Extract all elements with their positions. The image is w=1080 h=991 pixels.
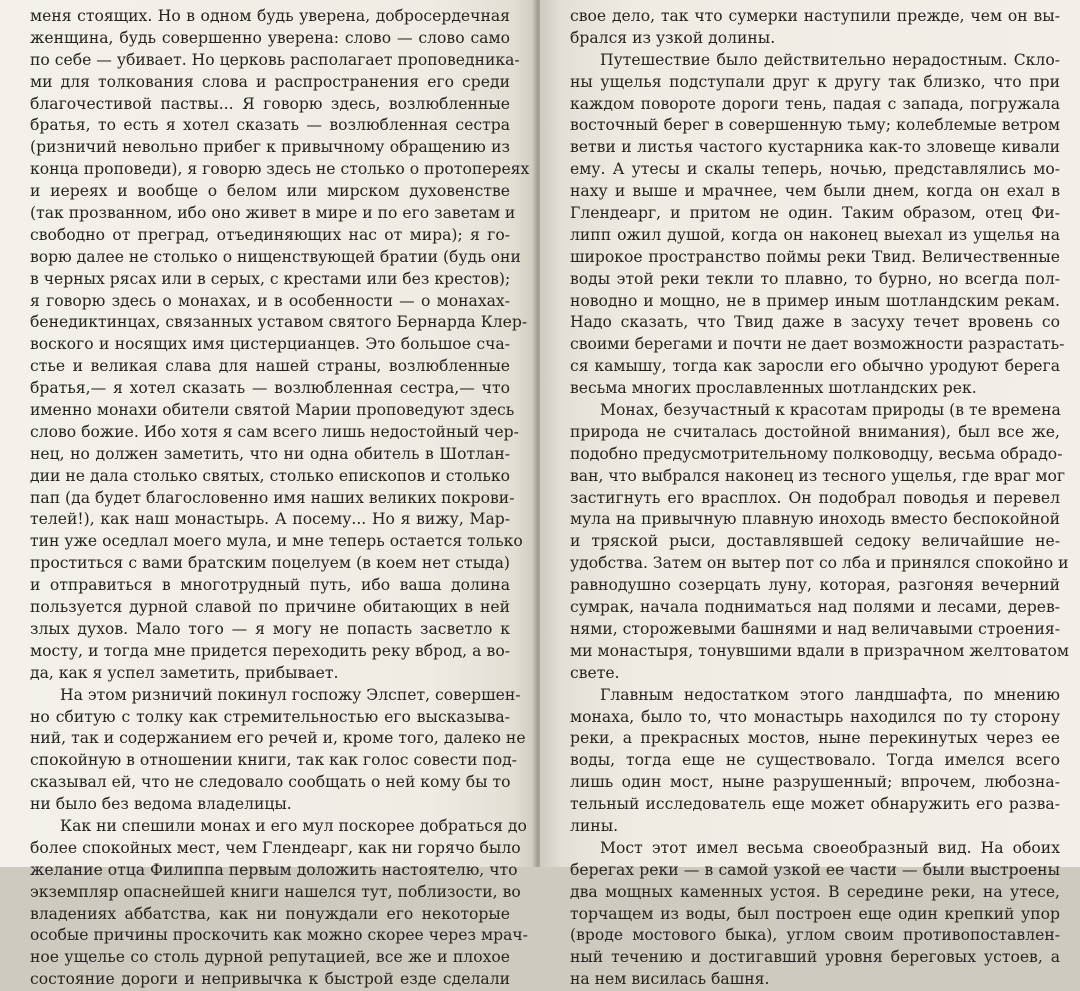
text-line: стье и великая слава для нашей страны, возлюбленные <box>30 357 510 376</box>
text-line: ми для толкования слова и распространения его среди <box>30 72 510 91</box>
left-page <box>0 0 536 989</box>
text-line: сумрак, начала подниматься над полями и лесами, дерев- <box>570 598 1060 617</box>
text-line: по себе — убивает. Но церковь располагает проповедника- <box>30 50 520 69</box>
text-line: торчащем из воды, был построен еще один крепкий упор <box>570 904 1060 923</box>
text-line: братья,— я хотел сказать — возлюбленная сестра,— что <box>30 379 510 398</box>
text-line: тельный исследователь еще может обнаружить его развa- <box>570 795 1060 814</box>
text-line: мула на привычную плавную иноходь вместо беспокойной <box>570 510 1060 529</box>
text-line: сказывал ей, что не следовало сообщать о ней кому бы то <box>30 773 511 792</box>
text-line: ван, что выбрался наконец из тесного ущелья, где враг мог <box>570 466 1066 485</box>
text-line: берегах реки — в самой узкой ее части — были выстроены <box>570 860 1060 879</box>
text-line: широкое пространство поймы реки Твид. Величественные <box>570 247 1060 266</box>
text-line: равнодушно созерцать луну, которая, разгоняя вечерний <box>570 576 1060 595</box>
text-line: Глендеарг, и притом не один. Таким образом, отец Фи- <box>570 204 1060 223</box>
text-line: весьма многих прославленных шотландских рек. <box>570 379 977 398</box>
text-line: ся камышу, тогда как заросли его обычно уродуют берега <box>570 357 1060 376</box>
text-line: Монах, безучастный к красотам природы (в те времена <box>600 401 1061 420</box>
text-line: телей!), как наш монастырь. А посему... Но я вижу, Мар- <box>30 510 510 529</box>
text-line: особые причины проскочить как можно скорее через мрач- <box>30 926 528 945</box>
text-line: состояние дороги и непривычка к быстрой езде сделали <box>30 970 510 989</box>
text-line: ний, так и содержанием его речей и, кроме того, далеко не <box>30 729 526 748</box>
text-line: благочестивой паствы... Я говорю здесь, возлюбленные <box>30 94 510 113</box>
text-line: ное ущелье со столь дурной репутацией, все же и плохое <box>30 948 510 967</box>
text-line: меня стоящих. Но в одном будь уверена, добросердечная <box>30 7 510 25</box>
text-line: новодно и мощно, не в пример иным шотландским рекам. <box>570 291 1060 310</box>
text-line: ми монастыря, тонувшими вдали в призрачном желтоватом <box>570 641 1070 660</box>
text-line: ему. А утесы и скалы теперь, ночью, представлялись мо- <box>570 160 1060 179</box>
text-line: ни было без ведома владелицы. <box>30 795 292 814</box>
text-line: На этом ризничий покинул госпожу Элспет, совершен- <box>60 685 521 704</box>
text-line: ный течению и достигавший уровня береговых устоев, а <box>570 948 1060 967</box>
text-line: конца проповеди), я говорю здесь не столько о протопереях <box>30 160 530 179</box>
text-line: владениях аббатства, как ни понуждали его некоторые <box>30 904 510 923</box>
text-line: именно монахи обители святой Марии проповедуют здесь <box>30 401 515 420</box>
text-line: воды, тогда еще не существовало. Тогда имелся всего <box>570 751 1060 770</box>
text-line: подобно предусмотрительному полководцу, весьма обрадо- <box>570 444 1063 463</box>
text-line: (так прозванном, ибо оно живет в мире и по его заветам и <box>30 204 516 223</box>
text-line: да, как я успел заметить, прибывает. <box>30 663 339 682</box>
text-line: пап (да будет благословенно имя наших великих покрови- <box>30 488 515 507</box>
text-line: природа не считалась достойной внимания), был все же, <box>570 422 1060 441</box>
text-line: нями, сторожевыми башнями и над величавыми строения- <box>570 619 1060 638</box>
text-line: на нем висилась башня. <box>570 970 770 989</box>
right-page <box>540 0 1080 989</box>
text-line: я говорю здесь о монахах, и в особенности — о монахах- <box>30 291 510 310</box>
text-line: нец, но должен заметить, что ни одна обитель в Шотлан- <box>30 444 510 463</box>
text-line: (ризничий невольно прибег к привычному обращению из <box>30 138 510 157</box>
text-line: воского и носящих имя цистерцианцев. Это большое сча- <box>30 335 510 354</box>
text-line: наху и выше и мрачнее, чем были днем, когда он ехал в <box>570 182 1060 201</box>
text-line: ветви и листья частого кустарника как-то зловеще кивали <box>570 138 1060 157</box>
text-line: восточный берег в совершенную тьму; колеблемые ветром <box>570 116 1060 135</box>
text-line: дии не дала столько святых, столько епископов и столько <box>30 466 510 485</box>
text-line: липп ожил душой, когда он наконец выехал из ущелья на <box>570 225 1060 244</box>
text-line: проститься с вами братским поцелуем (в коем нет стыда) <box>30 554 510 573</box>
text-line: застигнуть его врасплох. Он подобрал поводья и перевел <box>570 488 1060 507</box>
text-line: лины. <box>570 816 619 835</box>
text-line: Как ни спешили монах и его мул поскорее добраться до <box>60 816 527 835</box>
text-line: лишь один мост, ныне разрушенный; впрочем, любозна- <box>570 773 1060 792</box>
text-line: Надо сказать, что Твид даже в засуху течет вровень со <box>570 313 1060 332</box>
text-line: свое дело, так что сумерки наступили прежде, чем он вы- <box>570 7 1060 25</box>
text-line: Мост этот имел весьма своеобразный вид. На обоих <box>600 838 1060 857</box>
text-line: злых духов. Мало того — я могу не попасть засветло к <box>30 619 510 638</box>
text-line: удобства. Затем он вытер пот со лба и принялся спокойно и <box>570 554 1069 573</box>
text-line: в черных рясах или в серых, с крестами или без крестов); <box>30 269 511 288</box>
text-line: пользуется дурной славой по причине обитающих в ней <box>30 598 510 617</box>
text-line: мосту, и тогда мне придется переходить реку вброд, а во- <box>30 641 510 660</box>
text-line: реки, а прекрасных мостов, ныне перекинутых через ее <box>570 729 1060 748</box>
text-line: желание отца Филиппа первым доложить настоятелю, что <box>30 860 518 879</box>
text-line: Путешествие было действительно нерадостным. Скло- <box>600 50 1060 69</box>
text-line: свете. <box>570 663 620 682</box>
text-line: (вроде мостового быка), углом своим противопоставлен- <box>570 926 1060 945</box>
text-line: экземпляр опаснейшей книги нашелся тут, поблизости, во <box>30 882 521 901</box>
text-line: два мощных каменных устоя. В середине реки, на утесе, <box>570 882 1060 901</box>
text-line: слово божие. Ибо хотя я сам всего лишь недостойный чер- <box>30 422 519 441</box>
text-line: и тряской рыси, доставлявшей седоку величайшие не- <box>570 532 1060 551</box>
text-line: монаха, было то, что монастырь находился по ту сторону <box>570 707 1060 726</box>
text-line: спокойную в отношении книги, так как голос совести под- <box>30 751 517 770</box>
text-line: и иереях и вообще о белом или мирском духовенстве <box>30 182 510 201</box>
text-line: своими берегами и почти не дает возможности разрастать- <box>570 335 1065 354</box>
text-line: тин уже оседлал моего мула, и мне теперь остается только <box>30 532 523 551</box>
text-line: более спокойных мест, чем Глендеарг, как ни горячо было <box>30 838 521 857</box>
text-line: бенедиктинцах, связанных уставом святого Бернарда Клер- <box>30 313 528 332</box>
text-line: каждом повороте дороги тень, падая с запада, погружала <box>570 94 1060 113</box>
text-line: женщина, будь совершенно уверена: слово — слово само <box>30 28 510 47</box>
text-line: Главным недостатком этого ландшафта, по мнению <box>600 685 1060 704</box>
text-line: ны ущелья подступали друг к другу так близко, что при <box>570 72 1060 91</box>
text-line: свободно от преград, отъединяющих нас от мира); я го- <box>30 225 510 244</box>
text-line: но сбитую с толку как стремительностью его высказыва- <box>30 707 510 726</box>
text-line: брался из узкой долины. <box>570 28 776 47</box>
text-line: и отправиться в многотрудный путь, ибо ваша долина <box>30 576 510 595</box>
text-line: братья, то есть я хотел сказать — возлюбленная сестра <box>30 116 510 135</box>
text-line: воды этой реки текли то плавно, то бурно, но всегда пол- <box>570 269 1060 288</box>
text-line: ворю далее не столько о нищенствующей братии (будь они <box>30 247 521 266</box>
